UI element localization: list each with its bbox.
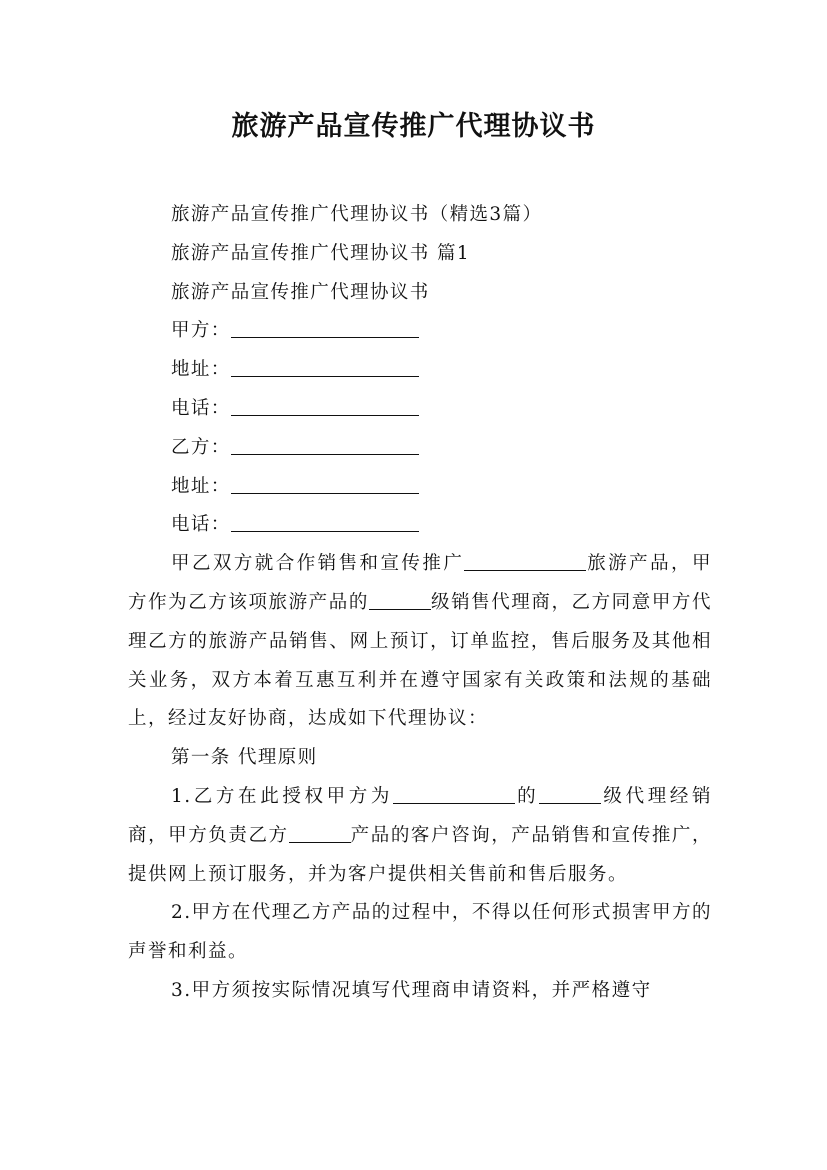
item1-text-4: 产品的客户咨询，产品销售和宣传推广，提供网上预订服务，并为客户提供相关售前和售后服务。 xyxy=(128,824,712,885)
address-b-blank xyxy=(231,493,419,494)
phone-a-label: 电话： xyxy=(171,397,231,419)
heading-line: 旅游产品宣传推广代理协议书 xyxy=(171,281,430,303)
intro-blank-2 xyxy=(369,609,431,610)
intro-text-2: 旅游产品，甲方作为乙方该项旅游产品的 xyxy=(128,553,712,613)
article1-item2: 2.甲方在代理乙方产品的过程中，不得以任何形式损害甲方的声誉和利益。 xyxy=(128,902,712,963)
article1-item1 xyxy=(128,778,712,894)
subtitle-line: 旅游产品宣传推广代理协议书（精选3篇） xyxy=(171,204,543,225)
intro-paragraph xyxy=(128,545,712,739)
item1-text-3: 级代理经销商，甲方负责乙方 xyxy=(128,785,712,846)
address-a-blank xyxy=(231,376,419,377)
article1-heading: 第一条 代理原则 xyxy=(171,747,318,769)
party-a-blank xyxy=(231,337,419,338)
item1-text-1: 1.乙方在此授权甲方为 xyxy=(171,785,394,807)
intro-text-3: 级销售代理商，乙方同意甲方代理乙方的旅游产品销售、网上预订，订单监控，售后服务及其他相关业务，双方本着互惠互利并在遵守国家有关政策和法规的基础上，经过友好协商，达成如下代理协议： xyxy=(128,591,712,730)
phone-b-field xyxy=(128,506,712,545)
phone-a-blank xyxy=(231,415,419,416)
party-b-field xyxy=(128,429,712,468)
phone-a-field xyxy=(128,390,712,429)
phone-b-blank xyxy=(231,531,419,532)
document-body xyxy=(128,196,712,1011)
address-a-label: 地址： xyxy=(171,359,231,381)
address-b-label: 地址： xyxy=(171,475,231,497)
intro-blank-1 xyxy=(464,570,586,571)
address-b-field xyxy=(128,468,712,507)
item1-text-2: 的 xyxy=(515,785,540,807)
item1-blank-2 xyxy=(539,803,601,804)
address-a-field xyxy=(128,351,712,390)
party-a-label: 甲方： xyxy=(171,320,231,342)
phone-b-label: 电话： xyxy=(171,514,231,536)
intro-text-1: 甲乙双方就合作销售和宣传推广 xyxy=(171,553,465,575)
item1-blank-3 xyxy=(289,842,351,843)
article1-item3: 3.甲方须按实际情况填写代理商申请资料，并严格遵守 xyxy=(171,979,652,1001)
document-title: 旅游产品宣传推广代理协议书 xyxy=(231,111,596,142)
chapter-line: 旅游产品宣传推广代理协议书 篇1 xyxy=(171,242,471,264)
item1-blank-1 xyxy=(393,803,515,804)
party-b-blank xyxy=(231,454,419,455)
party-a-field xyxy=(128,312,712,351)
party-b-label: 乙方： xyxy=(171,436,231,458)
